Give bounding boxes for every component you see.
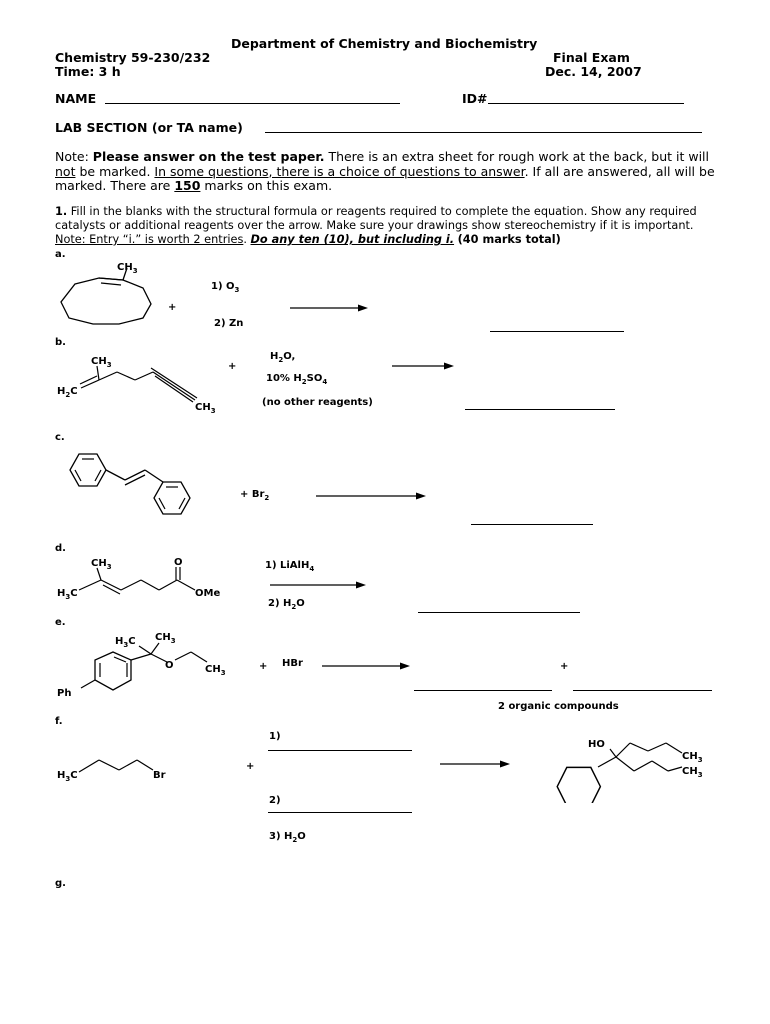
part-f-arrow xyxy=(440,759,512,769)
lab-section-label: LAB SECTION (or TA name) xyxy=(55,120,243,135)
part-b-arrow xyxy=(392,361,456,371)
question-marks: (40 marks total) xyxy=(457,233,561,246)
part-b-answer-blank[interactable] xyxy=(465,409,615,410)
part-d-arrow xyxy=(270,580,368,590)
svg-text:CH3: $CH_3$ xyxy=(91,356,112,369)
part-e-plus: + xyxy=(259,661,268,672)
bromobutane-structure xyxy=(55,752,185,786)
part-a-reagent-1: 1) $O_3$ xyxy=(211,281,240,294)
part-a-arrow xyxy=(290,303,370,313)
exam-title: Final Exam xyxy=(553,50,630,65)
part-f-product-structure xyxy=(548,733,728,803)
part-d-reagent-2: 2) $H_2O$ xyxy=(268,598,305,611)
note-label: Note: xyxy=(55,149,89,164)
name-label: NAME xyxy=(55,91,97,106)
exam-date: Dec. 14, 2007 xyxy=(545,64,642,79)
part-b-label: b. xyxy=(55,337,66,348)
part-a-label: a. xyxy=(55,249,66,260)
exam-time: Time: 3 h xyxy=(55,64,121,79)
lab-section-blank[interactable] xyxy=(265,132,702,133)
part-f-step-3: 3) $H_2O$ xyxy=(269,831,306,844)
part-a-plus: + xyxy=(168,302,177,313)
svg-text:Br: Br xyxy=(153,770,166,781)
svg-text:H3C: $H_3C$ xyxy=(57,588,78,601)
part-c-reagent: + $Br_2$ xyxy=(240,489,270,502)
question-number: 1. xyxy=(55,205,68,218)
part-d-answer-blank[interactable] xyxy=(418,612,580,613)
part-b-alkyne-structure xyxy=(55,350,230,418)
svg-text:H3C: $H_3C$ xyxy=(115,636,136,649)
svg-text:CH3: $CH_3$ xyxy=(205,664,226,677)
part-d-reagent-1: 1) LiAlH$_4$ xyxy=(265,560,315,573)
question-1-instructions: 1. Fill in the blanks with the structural formula or reagents required to complete the equation. Show any required catalysts or additional reagents over the arrow. Make sure your drawings show stereochemistry if it is important. Note: Entry “i.” is worth 2 entries. Do any ten (10), but including i. (40 marks total) xyxy=(55,205,697,246)
svg-text:CH3: $CH_3$ xyxy=(155,632,176,645)
cyclodecene-structure xyxy=(55,258,165,330)
part-b-plus: + xyxy=(228,361,237,372)
part-e-plus-2: + xyxy=(560,661,569,672)
part-g-label: g. xyxy=(55,878,66,889)
svg-text:CH3: $CH_3$ xyxy=(117,262,138,275)
part-d-label: d. xyxy=(55,543,66,554)
part-e-reagent: HBr xyxy=(282,658,303,669)
total-marks: 150 xyxy=(174,178,201,193)
svg-text:CH3: $CH_3$ xyxy=(91,558,112,571)
part-a-answer-blank[interactable] xyxy=(490,331,624,332)
svg-text:CH3: $CH_3$ xyxy=(195,402,216,415)
svg-text:Ph: Ph xyxy=(57,688,72,699)
part-f-step-1-blank[interactable] xyxy=(268,750,412,751)
part-e-answer-blank-1[interactable] xyxy=(414,690,552,691)
part-b-reagent-3: (no other reagents) xyxy=(262,397,373,408)
part-f-plus: + xyxy=(246,761,255,772)
svg-text:H3C: $H_3C$ xyxy=(57,770,78,783)
part-e-answer-blank-2[interactable] xyxy=(573,690,712,691)
part-c-label: c. xyxy=(55,432,65,443)
name-blank[interactable] xyxy=(105,103,400,104)
course-code: Chemistry 59-230/232 xyxy=(55,50,211,65)
part-b-reagent-2: 10% $H_2SO_4$ xyxy=(266,373,328,386)
part-d-ester-structure xyxy=(55,554,230,604)
part-f-label: f. xyxy=(55,716,63,727)
part-c-answer-blank[interactable] xyxy=(471,524,593,525)
choice-instruction: Do any ten (10), but including i. xyxy=(250,233,455,246)
svg-text:H2C: $H_2C$ xyxy=(57,386,78,399)
part-b-reagent-1: $H_2O$, xyxy=(270,351,296,364)
id-blank[interactable] xyxy=(488,103,684,104)
part-c-arrow xyxy=(316,491,428,501)
part-a-reagent-2: 2) Zn xyxy=(214,318,244,329)
part-f-step-2-blank[interactable] xyxy=(268,812,412,813)
svg-text:CH3: $CH_3$ xyxy=(682,766,703,779)
department-title: Department of Chemistry and Biochemistry xyxy=(231,36,538,51)
svg-text:HO: HO xyxy=(588,739,605,750)
part-e-caption: 2 organic compounds xyxy=(498,701,619,712)
part-e-arrow xyxy=(322,661,412,671)
note-bold: Please answer on the test paper. xyxy=(92,149,325,164)
part-f-step-2: 2) xyxy=(269,795,281,806)
svg-text:OMe: OMe xyxy=(195,588,221,599)
exam-note: Note: Please answer on the test paper. There is an extra sheet for rough work at the back, but it will not be marked. In some questions, there is a choice of questions to answer. If all are answered, all will be marked. There are 150 marks on this exam. xyxy=(55,149,715,193)
svg-text:CH3: $CH_3$ xyxy=(682,751,703,764)
svg-text:O: O xyxy=(165,660,174,671)
id-label: ID# xyxy=(462,91,488,106)
part-e-label: e. xyxy=(55,617,66,628)
svg-text:O: O xyxy=(174,557,183,568)
stilbene-structure xyxy=(55,446,215,522)
part-e-ether-structure xyxy=(55,628,245,704)
part-f-step-1: 1) xyxy=(269,731,281,742)
